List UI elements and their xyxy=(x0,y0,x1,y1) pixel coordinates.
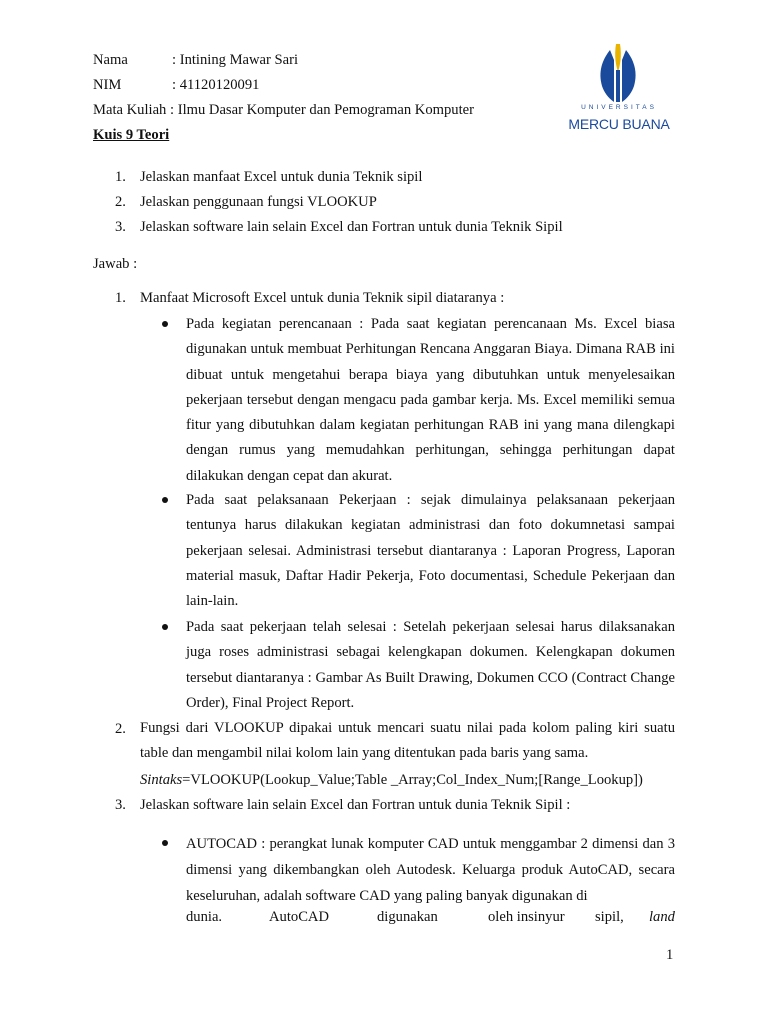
answer-bullet-text: Pada saat pelaksanaan Pekerjaan : sejak dimulainya pelaksanaan pekerjaan tentunya harus dilakukan kegiatan administrasi dan foto dokumnetasi sampai pekerjaan selesai. Administrasi tersebut diantaranya : Laporan Progress, Laporan material masuk, Daftar Hadir Pekerja, Foto documentasi, Schedule Pekerjaan dan lain-lain. xyxy=(186,492,675,610)
bullet-icon xyxy=(162,321,168,327)
word: land xyxy=(649,909,675,925)
university-logo xyxy=(560,42,678,138)
nim-value: : 41120120091 xyxy=(172,77,260,93)
answer-bullet-text: Pada kegiatan perencanaan : Pada saat kegiatan perencanaan Ms. Excel biasa digunakan untuk membuat Perhitungan Rencana Anggaran Biaya. Dimana RAB ini dibuat untuk mengetahui berapa biaya yang dibutuhkan untuk menyelesaikan pekerjaan tersebut dengan mengacu pada gambar kerja. Ms. Excel memiliki semua fitur yang dibutuhkan dalam kegiatan perhitungan RAB ini yang mana dilengkapi dengan rumus yang memudahkan perhitungan, sehingga perhitungan dapat dilakukan dengan cepat dan akurat. xyxy=(186,316,675,484)
nim-label: NIM xyxy=(93,77,122,93)
bullet-icon xyxy=(162,624,168,630)
answer-label: Jawab : xyxy=(93,256,138,272)
answer-bullet-text: AUTOCAD : perangkat lunak komputer CAD untuk menggambar 2 dimensi dan 3 dimensi yang dikembangkan oleh Autodesk. Keluarga produk AutoCAD, secara keseluruhan, adalah software CAD yang paling banyak digunakan di xyxy=(186,836,675,904)
question-number: 3. xyxy=(115,219,126,235)
bullet-icon xyxy=(162,840,168,846)
quiz-title: Kuis 9 Teori xyxy=(93,127,170,143)
syntax-formula: =VLOOKUP(Lookup_Value;Table _Array;Col_Index_Num;[Range_Lookup]) xyxy=(182,772,643,788)
answer-bullet-text: Pada saat pekerjaan telah selesai : Setelah pekerjaan selesai harus dilaksanakan juga roses administrasi sebagai kelengkapan dokumen. Kelengkapan dokumen tersebut diantaranya : Gambar As Built Drawing, Dokumen CCO (Contract Change Order), Final Project Report. xyxy=(186,619,675,711)
question-number: 1. xyxy=(115,169,126,185)
page-number: 1 xyxy=(666,947,674,963)
bullet-icon xyxy=(162,497,168,503)
name-label: Nama xyxy=(93,52,128,68)
question-number: 2. xyxy=(115,194,126,210)
question-text: Jelaskan manfaat Excel untuk dunia Teknik sipil xyxy=(140,169,423,185)
word: digunakan xyxy=(377,909,438,925)
syntax-line xyxy=(140,771,643,789)
question-text: Jelaskan software lain selain Excel dan Fortran untuk dunia Teknik Sipil xyxy=(140,219,563,235)
word: sipil, xyxy=(595,909,624,925)
word: oleh insinyur xyxy=(488,909,565,925)
answer-intro: Jelaskan software lain selain Excel dan Fortran untuk dunia Teknik Sipil : xyxy=(140,797,571,813)
answer-number: 2. xyxy=(115,721,126,737)
logo-name: MERCU BUANA xyxy=(568,116,670,132)
answer-number: 1. xyxy=(115,290,126,306)
course-line: Mata Kuliah : Ilmu Dasar Komputer dan Pemograman Komputer xyxy=(93,102,474,118)
answer-number: 3. xyxy=(115,797,126,813)
word: AutoCAD xyxy=(269,909,329,925)
word: dunia. xyxy=(186,909,223,925)
answer-intro: Manfaat Microsoft Excel untuk dunia Teknik sipil diataranya : xyxy=(140,290,505,306)
syntax-label: Sintaks xyxy=(140,772,183,788)
question-text: Jelaskan penggunaan fungsi VLOOKUP xyxy=(140,194,377,210)
name-value: : Intining Mawar Sari xyxy=(172,52,299,68)
answer-text: Fungsi dari VLOOKUP dipakai untuk mencari suatu nilai pada kolom paling kiri suatu table dan mengambil nilai kolom lain yang ditentukan pada baris yang sama. xyxy=(140,720,675,762)
logo-subtext: UNIVERSITAS xyxy=(581,104,657,111)
logo-emblem-icon xyxy=(560,42,678,104)
